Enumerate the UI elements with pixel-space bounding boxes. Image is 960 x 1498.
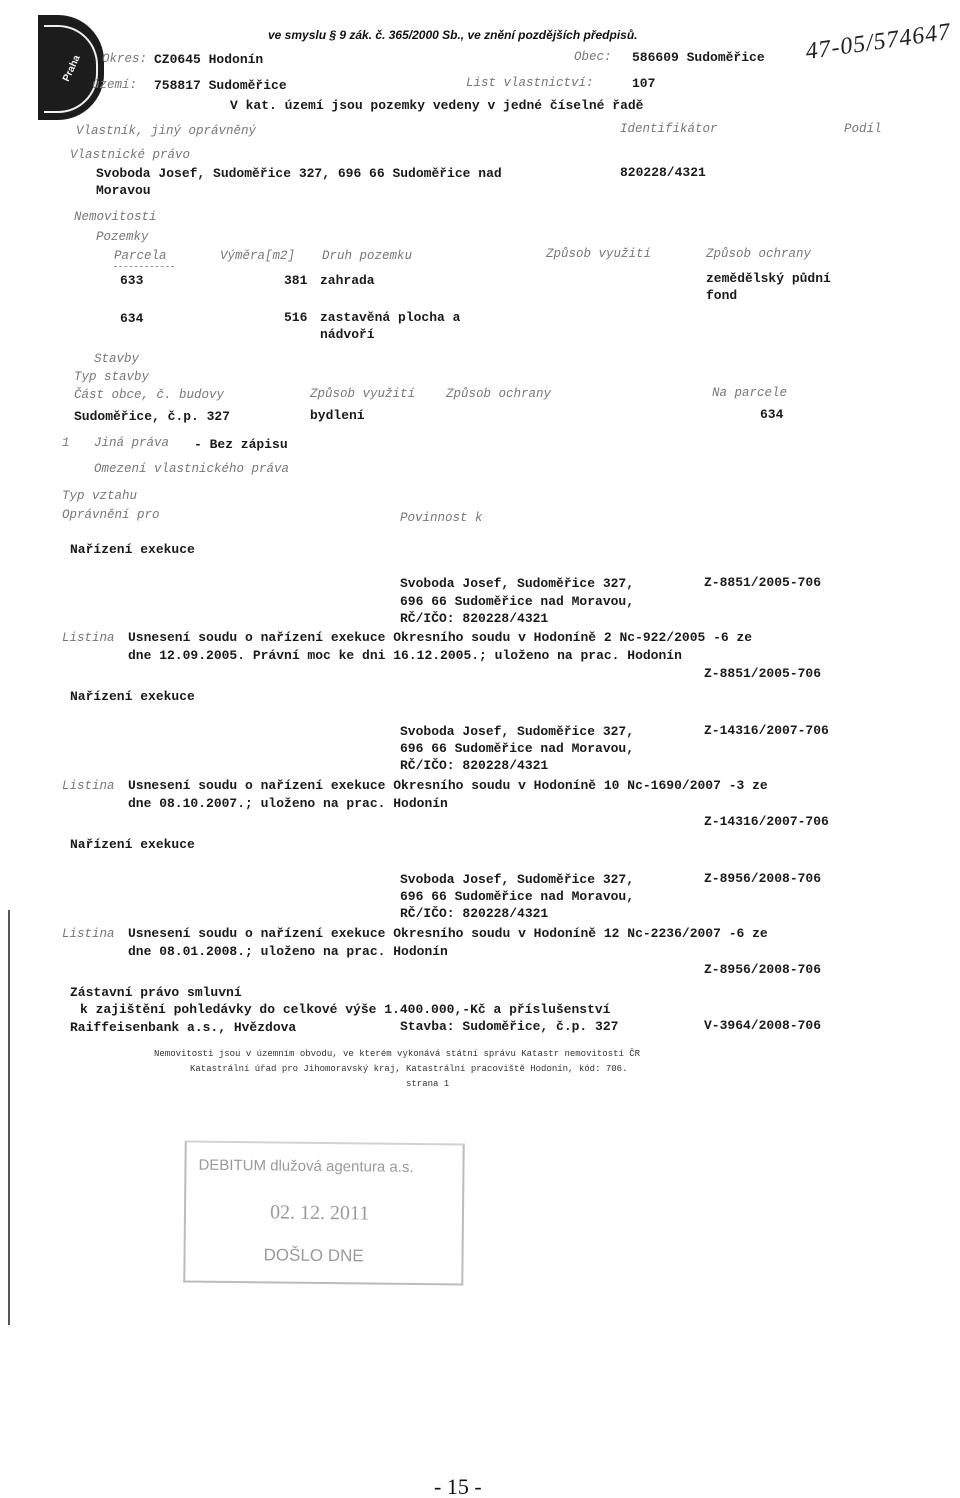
pledge-creditor: Raiffeisenbank a.s., Hvězdova	[70, 1020, 297, 1035]
kat-note: V kat. území jsou pozemky vedeny v jedné číselné řadě	[230, 98, 644, 113]
building-parcel: 634	[760, 407, 784, 422]
ownership-right-label: Vlastnické právo	[70, 148, 191, 162]
entry-party-line-1: Svoboda Josef, Sudoměřice 327,	[400, 724, 635, 739]
listina-line-1: Usnesení soudu o nařízení exekuce Okresního soudu v Hodoníně 12 Nc-2236/2007 -6 ze	[128, 926, 768, 941]
lv-value: 107	[632, 76, 656, 91]
listina-line-2: dne 08.01.2008.; uloženo na prac. Hodonín	[128, 944, 448, 959]
parcel-protection: zemědělský půdní	[706, 271, 831, 286]
entry-ref-bottom: Z-8956/2008-706	[704, 962, 822, 977]
pledge-description: k zajištění pohledávky do celkové výše 1.400.000,-Kč a příslušenství	[80, 1002, 611, 1017]
official-seal	[38, 15, 104, 120]
entry-party-line-2: 696 66 Sudoměřice nad Moravou,	[400, 594, 635, 609]
lv-label: List vlastnictví:	[466, 76, 594, 90]
seal-text: Praha	[61, 53, 83, 84]
received-stamp	[183, 1141, 464, 1286]
parcel-land-type-cont: nádvoří	[320, 327, 375, 342]
parcel-number: 634	[120, 311, 144, 326]
entry-ref-top: Z-8851/2005-706	[704, 575, 822, 590]
owner-name-line-2: Moravou	[96, 183, 151, 198]
pledge-building: Stavba: Sudoměřice, č.p. 327	[400, 1019, 619, 1034]
entry-party-line-3: RČ/IČO: 820228/4321	[400, 611, 549, 626]
listina-line-1: Usnesení soudu o nařízení exekuce Okresního soudu v Hodoníně 10 Nc-1690/2007 -3 ze	[128, 778, 768, 793]
entry-party-line-2: 696 66 Sudoměřice nad Moravou,	[400, 889, 635, 904]
entry-ref-bottom: Z-8851/2005-706	[704, 666, 822, 681]
entry-party-line-1: Svoboda Josef, Sudoměřice 327,	[400, 872, 635, 887]
jine-prava-label: Jiná práva	[94, 436, 170, 450]
owner-identifier: 820228/4321	[620, 165, 706, 180]
parcel-protection-cont: fond	[706, 288, 738, 303]
col-share: Podíl	[844, 122, 882, 136]
page-number: - 15 -	[434, 1474, 482, 1498]
col-vyuziti: Způsob využití	[546, 247, 652, 261]
col-owner: Vlastník, jiný oprávněný	[76, 124, 257, 138]
col-identifier: Identifikátor	[620, 122, 718, 136]
opravneni-pro-label: Oprávnění pro	[62, 508, 160, 522]
okres-label: Okres:	[102, 52, 148, 66]
entry-party-line-2: 696 66 Sudoměřice nad Moravou,	[400, 741, 635, 756]
handwritten-reference: 47-05/574647	[803, 18, 953, 66]
entry-party-line-1: Svoboda Josef, Sudoměřice 327,	[400, 576, 635, 591]
cast-obce-label: Část obce, č. budovy	[74, 388, 225, 402]
parcel-area: 381	[284, 273, 308, 288]
entry-ref-bottom: Z-14316/2007-706	[704, 814, 829, 829]
parcel-area: 516	[284, 310, 308, 325]
stavby-label: Stavby	[94, 352, 140, 366]
listina-line-2: dne 12.09.2005. Právní moc ke dni 16.12.2005.; uloženo na prac. Hodonín	[128, 648, 682, 663]
entry-type: Nařízení exekuce	[70, 542, 195, 557]
listina-label: Listina	[62, 779, 115, 793]
col-building-use: Způsob využití	[310, 387, 416, 401]
footer-page-label: strana 1	[406, 1079, 450, 1089]
entry-ref-top: Z-14316/2007-706	[704, 723, 829, 738]
pledge-ref: V-3964/2008-706	[704, 1018, 822, 1033]
footer-line-1: Nemovitosti jsou v územním obvodu, ve kterém vykonává státní správu Katastr nemovitostí ČR	[154, 1049, 641, 1059]
legal-header: ve smyslu § 9 zák. č. 365/2000 Sb., ve znění pozdějších předpisů.	[268, 28, 638, 42]
entry-type: Nařízení exekuce	[70, 837, 195, 852]
stamp-company: DEBITUM dlužová agentura a.s.	[198, 1156, 414, 1176]
pledge-type: Zástavní právo smluvní	[70, 985, 242, 1000]
typ-stavby-label: Typ stavby	[74, 370, 150, 384]
nemovitosti-title: Nemovitosti	[74, 210, 157, 224]
building-use: bydlení	[310, 408, 365, 423]
entry-type: Nařízení exekuce	[70, 689, 195, 704]
entry-party-line-3: RČ/IČO: 820228/4321	[400, 906, 549, 921]
owner-name-line-1: Svoboda Josef, Sudoměřice 327, 696 66 Sudoměřice nad	[96, 166, 502, 181]
col-ochrana: Způsob ochrany	[706, 247, 812, 261]
entry-ref-top: Z-8956/2008-706	[704, 871, 822, 886]
col-building-protection: Způsob ochrany	[446, 387, 552, 401]
parcela-underline	[114, 266, 174, 267]
pozemky-label: Pozemky	[96, 230, 149, 244]
obec-value: 586609 Sudoměřice	[632, 50, 765, 65]
listina-line-1: Usnesení soudu o nařízení exekuce Okresního soudu v Hodoníně 2 Nc-922/2005 -6 ze	[128, 630, 753, 645]
stamp-date: 02. 12. 2011	[269, 1201, 370, 1225]
listina-label: Listina	[62, 631, 115, 645]
parcel-land-type: zahrada	[320, 273, 375, 288]
uzemi-value: 758817 Sudoměřice	[154, 78, 287, 93]
jine-prava-value: - Bez zápisu	[194, 437, 288, 452]
parcel-land-type: zastavěná plocha a	[320, 310, 461, 325]
col-druh: Druh pozemku	[322, 249, 413, 263]
building-name: Sudoměřice, č.p. 327	[74, 409, 231, 424]
section-number: 1	[62, 436, 70, 450]
listina-line-2: dne 08.10.2007.; uloženo na prac. Hodonín	[128, 796, 448, 811]
stamp-received: DOŠLO DNE	[263, 1245, 364, 1266]
entry-party-line-3: RČ/IČO: 820228/4321	[400, 758, 549, 773]
omezeni-title: Omezení vlastnického práva	[94, 462, 290, 476]
na-parcele-label: Na parcele	[712, 386, 788, 400]
col-parcela: Parcela	[114, 249, 167, 263]
obec-label: Obec:	[574, 50, 612, 64]
footer-line-2: Katastrální úřad pro Jihomoravský kraj, Katastrální pracoviště Hodonín, kód: 706.	[190, 1064, 628, 1074]
scan-edge-line	[8, 910, 10, 1325]
typ-vztahu-label: Typ vztahu	[62, 489, 138, 503]
col-vymera: Výměra[m2]	[220, 249, 296, 263]
listina-label: Listina	[62, 927, 115, 941]
okres-value: CZ0645 Hodonín	[154, 52, 264, 67]
parcel-number: 633	[120, 273, 144, 288]
povinnost-k-label: Povinnost k	[400, 511, 483, 525]
uzemi-label: území:	[92, 78, 138, 92]
